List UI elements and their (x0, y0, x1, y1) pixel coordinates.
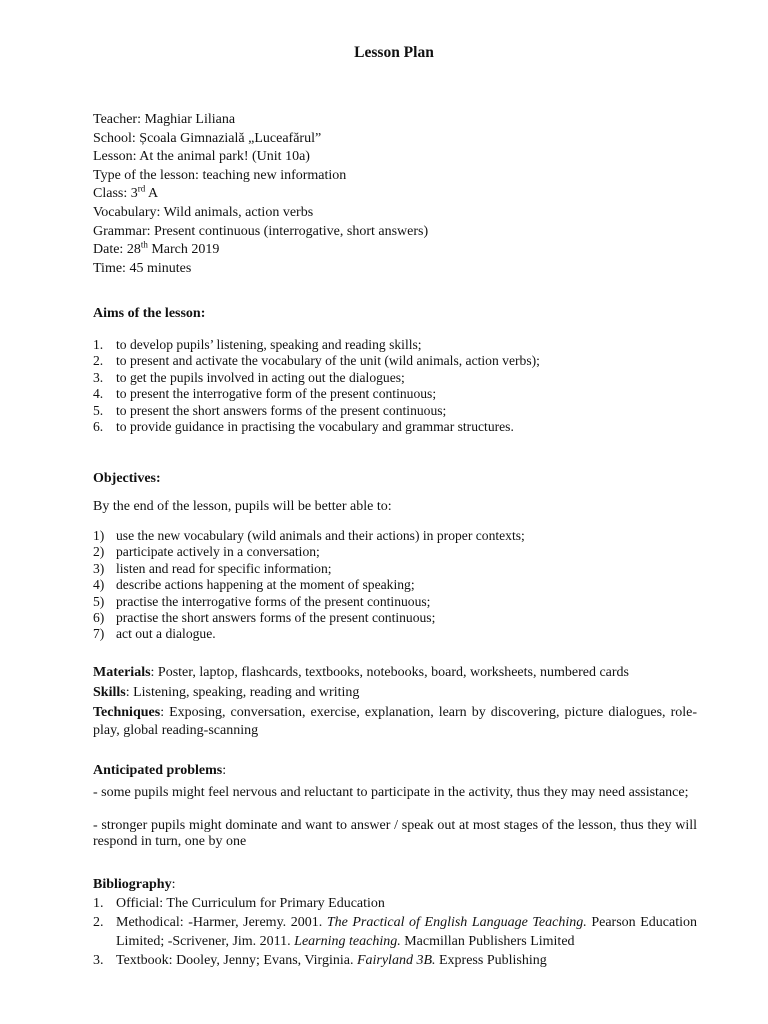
ref-title: Learning teaching. (294, 934, 401, 949)
item-number: 5) (93, 593, 105, 609)
item-text (116, 951, 697, 970)
bibliography-list (93, 894, 697, 970)
item-text: practise the short answers forms of the present continuous; (116, 609, 436, 625)
list-item (93, 626, 697, 642)
list-item (93, 577, 697, 593)
date-prefix: Date: 28 (93, 242, 141, 258)
problems-heading-text: Anticipated problems (93, 763, 223, 778)
teacher-line: Teacher: Maghiar Liliana (93, 112, 236, 127)
ref-text: Methodical: -Harmer, Jeremy. 2001. (116, 915, 327, 930)
item-number: 6) (93, 609, 105, 625)
class-line (93, 185, 697, 204)
list-item (93, 894, 697, 913)
item-text: participate actively in a conversation; (116, 544, 320, 560)
item-text: listen and read for specific information; (116, 560, 332, 576)
lesson-info (93, 111, 697, 278)
item-text: to get the pupils involved in acting out the dialogues; (116, 369, 405, 385)
item-text: describe actions happening at the moment of speaking; (116, 577, 415, 593)
problems-heading-colon: : (222, 763, 227, 778)
item-text: to present and activate the vocabulary of the unit (wild animals, action verbs); (116, 353, 540, 369)
item-number: 7) (93, 626, 105, 642)
materials-label: Materials (93, 665, 151, 680)
list-item (93, 528, 697, 544)
date-sup: th (140, 239, 148, 250)
list-item (93, 337, 697, 353)
ref-title: Fairyland 3B. (356, 953, 436, 968)
item-number: 1. (93, 337, 104, 352)
list-item (93, 419, 697, 435)
lesson-line: Lesson: At the animal park! (Unit 10a) (93, 149, 310, 165)
date-suffix: March 2019 (147, 242, 220, 258)
list-item (93, 544, 697, 560)
objectives-heading: Objectives: (93, 471, 161, 486)
item-number: 4. (93, 386, 104, 402)
item-number: 1. (93, 896, 104, 911)
skills-text: : Listening, speaking, reading and writing (125, 685, 360, 700)
item-number: 4) (93, 577, 105, 593)
item-number: 2. (93, 353, 104, 369)
list-item (93, 561, 697, 577)
item-text: to present the interrogative form of the present continuous; (116, 386, 437, 402)
grammar-line: Grammar: Present continuous (interrogative, short answers) (93, 223, 429, 239)
date-line (93, 241, 697, 260)
item-text: to present the short answers forms of the present continuous; (116, 402, 447, 418)
aims-heading: Aims of the lesson: (93, 306, 206, 321)
class-prefix: Class: 3 (93, 186, 138, 202)
bibliography-heading-text: Bibliography (93, 877, 172, 892)
anticipated-problems-heading (93, 762, 697, 780)
class-sup: rd (137, 183, 146, 194)
techniques-text: : Exposing, conversation, exercise, explanation, learn by discovering, picture dialogues, role-play, global reading-scanning (93, 705, 697, 738)
item-number: 3. (93, 953, 104, 968)
item-text: use the new vocabulary (wild animals and their actions) in proper contexts; (116, 528, 525, 543)
ref-text: Pearson Education Limited; -Scrivener, Jim. 2011. (116, 915, 697, 949)
ref-text: Express Publishing (435, 953, 547, 968)
list-item (93, 403, 697, 419)
school-line: School: Școala Gimnazială „Luceafărul” (93, 130, 322, 146)
item-number: 5. (93, 402, 104, 418)
materials-text: : Poster, laptop, flashcards, textbooks, notebooks, board, worksheets, numbered cards (150, 665, 629, 680)
item-text: to provide guidance in practising the vocabulary and grammar structures. (116, 418, 514, 434)
item-text: practise the interrogative forms of the present continuous; (116, 593, 431, 609)
skills-line (93, 684, 697, 702)
item-number: 1) (93, 528, 105, 543)
problem-paragraph-2: - stronger pupils might dominate and want to answer / speak out at most stages of the lesson, thus they will respond in turn, one by one (93, 818, 697, 849)
item-number: 3. (93, 369, 104, 385)
aims-list (93, 337, 697, 435)
materials-line (93, 664, 697, 682)
list-item (93, 370, 697, 386)
lesson-type-line: Type of the lesson: teaching new information (93, 167, 347, 183)
techniques-paragraph (93, 704, 697, 740)
objectives-intro: By the end of the lesson, pupils will be better able to: (93, 499, 392, 514)
item-number: 6. (93, 418, 104, 434)
objectives-list (93, 528, 697, 643)
list-item (93, 951, 697, 970)
item-text: to develop pupils’ listening, speaking and reading skills; (116, 337, 422, 352)
class-suffix: A (145, 186, 159, 202)
item-text: act out a dialogue. (116, 626, 216, 642)
list-item (93, 610, 697, 626)
item-text: Official: The Curriculum for Primary Education (116, 896, 385, 911)
problem-paragraph-1: - some pupils might feel nervous and reluctant to participate in the activity, thus they may need assistance; (93, 785, 689, 800)
vocabulary-line: Vocabulary: Wild animals, action verbs (93, 204, 314, 220)
list-item (93, 386, 697, 402)
list-item (93, 913, 697, 951)
ref-text: Macmillan Publishers Limited (400, 934, 575, 949)
item-number: 2) (93, 544, 105, 560)
bibliography-heading (93, 876, 697, 894)
ref-text: Textbook: Dooley, Jenny; Evans, Virginia. (116, 953, 357, 968)
bibliography-heading-colon: : (171, 877, 176, 892)
list-item (93, 594, 697, 610)
page-title: Lesson Plan (354, 44, 434, 61)
item-text (116, 913, 697, 951)
ref-title: The Practical of English Language Teaching. (326, 915, 587, 930)
item-number: 2. (93, 915, 104, 930)
list-item (93, 353, 697, 369)
item-number: 3) (93, 560, 105, 576)
skills-label: Skills (93, 685, 126, 700)
techniques-label: Techniques (93, 705, 161, 720)
time-line: Time: 45 minutes (93, 260, 192, 276)
